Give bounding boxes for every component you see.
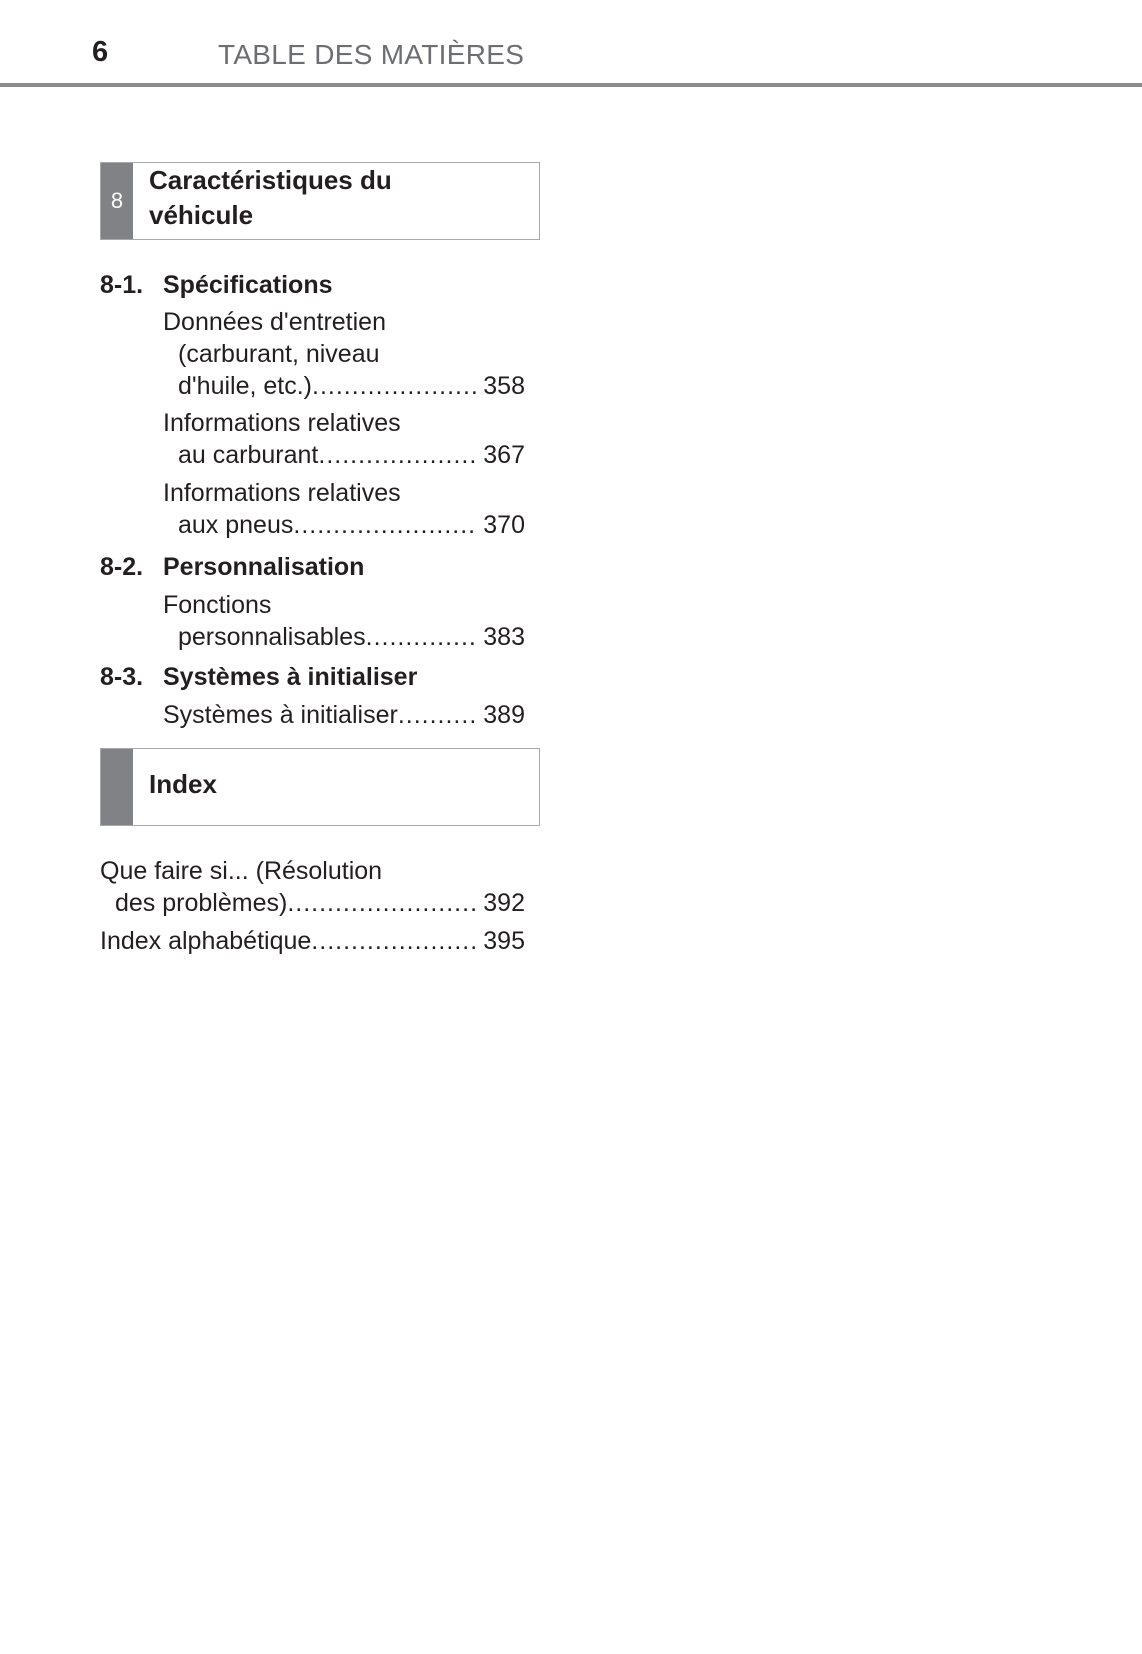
page-ref: 392 [483,889,525,917]
entry-line: des problèmes) [115,889,288,917]
chapter-number: 8-1. [100,271,144,299]
page-ref: 395 [483,927,525,955]
section-8-box [100,162,540,240]
entry-line: Informations relatives [163,409,401,437]
header-divider [0,83,1142,87]
entry-line: d'huile, etc.) [178,372,313,400]
entry-line: au carburant [178,441,319,469]
leader-dots [287,887,477,919]
entry-line: personnalisables [178,623,366,651]
section-tab [101,749,133,825]
toc-entry-fonctions[interactable] [163,589,525,653]
page-header [0,0,1142,88]
entry-line: Données d'entretien [163,308,386,336]
leader-dots [311,925,477,957]
section-tab: 8 [101,163,133,239]
toc-entry-info-pneus[interactable] [163,477,525,541]
page-ref: 389 [483,701,525,729]
chapter-number: 8-3. [100,663,144,691]
page-ref: 367 [483,441,525,469]
chapter-8-3[interactable] [100,661,417,693]
entry-line: Informations relatives [163,479,401,507]
leader-dots [318,439,477,471]
entry-line: Fonctions [163,591,272,619]
leader-dots [293,509,477,541]
section-title-line1: Caractéristiques du [149,165,392,195]
entry-line: Systèmes à initialiser [163,701,398,729]
header-title: TABLE DES MATIÈRES [218,39,525,70]
toc-entry-donnees[interactable] [163,306,525,402]
entry-line: (carburant, niveau [178,340,380,368]
page-ref: 358 [483,372,525,400]
entry-line: Index alphabétique [100,927,312,955]
page-number: 6 [92,36,109,68]
entry-line: aux pneus [178,511,294,539]
chapter-8-2[interactable] [100,551,364,583]
section-title-line2: véhicule [149,200,254,230]
toc-entry-que-faire[interactable] [100,855,525,919]
leader-dots [366,621,478,653]
page-ref: 370 [483,511,525,539]
toc-entry-systemes[interactable] [163,699,525,731]
chapter-title: Personnalisation [163,553,365,581]
chapter-8-1[interactable] [100,269,333,301]
chapter-title: Systèmes à initialiser [163,663,418,691]
toc-entry-alphabetique[interactable] [100,925,525,957]
chapter-title: Spécifications [163,271,333,299]
index-section-box [100,748,540,826]
index-title: Index [149,769,217,799]
chapter-number: 8-2. [100,553,144,581]
entry-line: Que faire si... (Résolution [100,857,383,885]
leader-dots [398,699,477,731]
toc-entry-info-carburant[interactable] [163,407,525,471]
page-ref: 383 [483,623,525,651]
leader-dots [312,370,477,402]
